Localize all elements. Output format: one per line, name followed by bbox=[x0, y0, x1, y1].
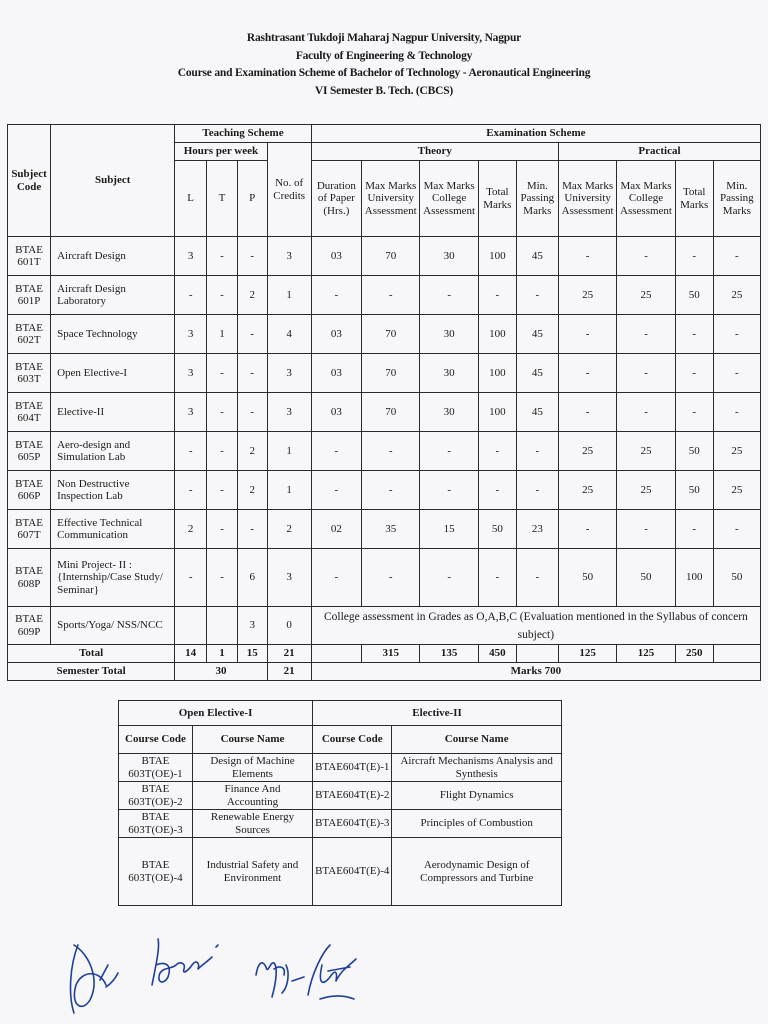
oe-course-code: BTAE 603T(OE)-3 bbox=[119, 810, 193, 838]
subject-name: Space Technology bbox=[51, 315, 175, 354]
cell-max-university: 70 bbox=[362, 237, 420, 276]
oe-course-code: BTAE 603T(OE)-4 bbox=[119, 838, 193, 906]
cell-L: 3 bbox=[175, 354, 207, 393]
cell-L: 2 bbox=[175, 510, 207, 549]
cell-credits: 3 bbox=[267, 549, 311, 607]
total-max-university: 315 bbox=[362, 645, 420, 663]
cell-duration: - bbox=[311, 432, 361, 471]
subject-name: Aero-design and Simulation Lab bbox=[51, 432, 175, 471]
header-subject-code: Subject Code bbox=[8, 125, 51, 237]
header-credits: No. of Credits bbox=[267, 143, 311, 237]
cell-T: - bbox=[207, 393, 238, 432]
cell-duration: - bbox=[311, 549, 361, 607]
semester-total-marks: Marks 700 bbox=[311, 663, 760, 681]
elective-row bbox=[119, 754, 562, 782]
cell-L: 3 bbox=[175, 237, 207, 276]
cell-total-marks: 50 bbox=[478, 510, 516, 549]
cell-credits: 2 bbox=[267, 510, 311, 549]
cell-P: - bbox=[237, 315, 267, 354]
cell-L: 3 bbox=[175, 393, 207, 432]
course-scheme-table bbox=[7, 124, 761, 681]
subject-name: Effective Technical Communication bbox=[51, 510, 175, 549]
cell-total-marks: 100 bbox=[478, 237, 516, 276]
university-name: Rashtrasant Tukdoji Maharaj Nagpur University, Nagpur bbox=[246, 32, 522, 44]
cell-T: - bbox=[207, 510, 238, 549]
header-min-passing: Min. Passing Marks bbox=[516, 161, 558, 237]
cell-practical-total: - bbox=[675, 237, 713, 276]
cell-credits: 0 bbox=[267, 607, 311, 645]
signature-1 bbox=[71, 945, 118, 1013]
cell-duration: 03 bbox=[311, 393, 361, 432]
cell-total-marks: 100 bbox=[478, 354, 516, 393]
e-course-code: BTAE604T(E)-4 bbox=[313, 838, 392, 906]
cell-T: - bbox=[207, 549, 238, 607]
cell-practical-max-college: 25 bbox=[617, 432, 675, 471]
cell-duration: - bbox=[311, 471, 361, 510]
grades-note: College assessment in Grades as O,A,B,C (Evaluation mentioned in the Syllabus of concern subject) bbox=[311, 607, 760, 645]
cell-practical-total: - bbox=[675, 315, 713, 354]
cell-total-marks: 100 bbox=[478, 315, 516, 354]
cell-practical-max-university: - bbox=[558, 393, 616, 432]
cell-practical-max-university: 25 bbox=[558, 432, 616, 471]
cell-T bbox=[207, 607, 238, 645]
cell-max-university: 35 bbox=[362, 510, 420, 549]
e-course-name-header: Course Name bbox=[392, 726, 562, 754]
faculty-name: Faculty of Engineering & Technology bbox=[295, 49, 473, 62]
cell-credits: 1 bbox=[267, 276, 311, 315]
signature-3 bbox=[256, 963, 304, 997]
total-label: Total bbox=[8, 645, 175, 663]
cell-practical-total: - bbox=[675, 393, 713, 432]
cell-max-university: - bbox=[362, 432, 420, 471]
total-L: 14 bbox=[175, 645, 207, 663]
cell-practical-min-passing: 25 bbox=[713, 276, 760, 315]
cell-practical-max-university: 50 bbox=[558, 549, 616, 607]
cell-min-passing: 23 bbox=[516, 510, 558, 549]
header-duration: Duration of Paper (Hrs.) bbox=[311, 161, 361, 237]
cell-L: - bbox=[175, 549, 207, 607]
cell-practical-max-university: 25 bbox=[558, 471, 616, 510]
cell-practical-min-passing: - bbox=[713, 315, 760, 354]
cell-duration: 03 bbox=[311, 237, 361, 276]
cell-min-passing: 45 bbox=[516, 354, 558, 393]
cell-P: 6 bbox=[237, 549, 267, 607]
elective-row bbox=[119, 810, 562, 838]
cell-max-college: - bbox=[420, 432, 478, 471]
cell-T: - bbox=[207, 276, 238, 315]
cell-duration: 03 bbox=[311, 354, 361, 393]
cell-T: 1 bbox=[207, 315, 238, 354]
cell-practical-max-college: 25 bbox=[617, 276, 675, 315]
scheme-title: Course and Examination Scheme of Bachelor of Technology - Aeronautical Engineering bbox=[177, 67, 591, 79]
subject-name: Non Destructive Inspection Lab bbox=[51, 471, 175, 510]
cell-max-college: - bbox=[420, 549, 478, 607]
cell-min-passing: - bbox=[516, 549, 558, 607]
cell-max-university: 70 bbox=[362, 315, 420, 354]
cell-practical-total: 50 bbox=[675, 432, 713, 471]
cell-L: - bbox=[175, 432, 207, 471]
cell-P: - bbox=[237, 510, 267, 549]
cell-practical-max-university: - bbox=[558, 315, 616, 354]
subject-name: Sports/Yoga/ NSS/NCC bbox=[51, 607, 175, 645]
document-header bbox=[0, 30, 768, 100]
total-min-passing bbox=[516, 645, 558, 663]
oe-course-name: Industrial Safety and Environment bbox=[192, 838, 312, 906]
header-exam-scheme: Examination Scheme bbox=[311, 125, 760, 143]
cell-min-passing: - bbox=[516, 471, 558, 510]
total-total-marks: 450 bbox=[478, 645, 516, 663]
cell-P: 2 bbox=[237, 276, 267, 315]
subject-name: Aircraft Design Laboratory bbox=[51, 276, 175, 315]
cell-credits: 1 bbox=[267, 471, 311, 510]
semester-total-hours: 30 bbox=[175, 663, 267, 681]
cell-P: - bbox=[237, 354, 267, 393]
cell-total-marks: - bbox=[478, 549, 516, 607]
cell-practical-max-college: - bbox=[617, 315, 675, 354]
cell-credits: 4 bbox=[267, 315, 311, 354]
table-row bbox=[8, 276, 761, 315]
e-course-name: Aircraft Mechanisms Analysis and Synthesis bbox=[392, 754, 562, 782]
cell-practical-max-university: - bbox=[558, 354, 616, 393]
cell-duration: - bbox=[311, 276, 361, 315]
signature-4 bbox=[308, 945, 356, 999]
table-row bbox=[8, 354, 761, 393]
elective-row bbox=[119, 782, 562, 810]
cell-L: - bbox=[175, 276, 207, 315]
table-row bbox=[8, 471, 761, 510]
header-subject: Subject bbox=[51, 125, 175, 237]
cell-duration: 02 bbox=[311, 510, 361, 549]
cell-P: 3 bbox=[237, 607, 267, 645]
semester-total-label: Semester Total bbox=[8, 663, 175, 681]
e-course-code-header: Course Code bbox=[313, 726, 392, 754]
table-row bbox=[8, 237, 761, 276]
cell-max-university: - bbox=[362, 471, 420, 510]
cell-practical-total: 50 bbox=[675, 471, 713, 510]
cell-practical-min-passing: - bbox=[713, 510, 760, 549]
cell-max-college: 15 bbox=[420, 510, 478, 549]
cell-max-university: - bbox=[362, 276, 420, 315]
total-practical-min-passing bbox=[713, 645, 760, 663]
total-practical-total: 250 bbox=[675, 645, 713, 663]
cell-max-college: - bbox=[420, 471, 478, 510]
header-teaching-scheme: Teaching Scheme bbox=[175, 125, 311, 143]
cell-practical-min-passing: - bbox=[713, 354, 760, 393]
table-row bbox=[8, 549, 761, 607]
header-max-college: Max Marks College Assessment bbox=[420, 161, 478, 237]
elective-ii-header: Elective-II bbox=[313, 701, 562, 726]
cell-credits: 1 bbox=[267, 432, 311, 471]
cell-L: - bbox=[175, 471, 207, 510]
cell-credits: 3 bbox=[267, 393, 311, 432]
oe-course-name: Finance And Accounting bbox=[192, 782, 312, 810]
cell-practical-min-passing: 25 bbox=[713, 432, 760, 471]
total-practical-max-university: 125 bbox=[558, 645, 616, 663]
cell-T: - bbox=[207, 432, 238, 471]
cell-total-marks: 100 bbox=[478, 393, 516, 432]
oe-course-name-header: Course Name bbox=[192, 726, 312, 754]
total-P: 15 bbox=[237, 645, 267, 663]
cell-practical-total: 100 bbox=[675, 549, 713, 607]
cell-practical-max-college: 50 bbox=[617, 549, 675, 607]
cell-practical-max-university: - bbox=[558, 237, 616, 276]
e-course-name: Flight Dynamics bbox=[392, 782, 562, 810]
cell-min-passing: 45 bbox=[516, 315, 558, 354]
cell-P: - bbox=[237, 237, 267, 276]
cell-max-university: 70 bbox=[362, 354, 420, 393]
signatures bbox=[60, 925, 380, 1020]
cell-P: 2 bbox=[237, 432, 267, 471]
total-duration bbox=[311, 645, 361, 663]
subject-name: Mini Project- II : {Internship/Case Study/ Seminar} bbox=[51, 549, 175, 607]
header-L: L bbox=[175, 161, 207, 237]
subject-code: BTAE 603T bbox=[8, 354, 51, 393]
cell-min-passing: - bbox=[516, 432, 558, 471]
cell-max-college: 30 bbox=[420, 315, 478, 354]
e-course-name: Principles of Combustion bbox=[392, 810, 562, 838]
subject-name: Aircraft Design bbox=[51, 237, 175, 276]
cell-duration: 03 bbox=[311, 315, 361, 354]
cell-L bbox=[175, 607, 207, 645]
cell-max-college: 30 bbox=[420, 393, 478, 432]
subject-code: BTAE 604T bbox=[8, 393, 51, 432]
table-row bbox=[8, 393, 761, 432]
e-course-code: BTAE604T(E)-1 bbox=[313, 754, 392, 782]
cell-max-college: 30 bbox=[420, 237, 478, 276]
cell-P: - bbox=[237, 393, 267, 432]
cell-total-marks: - bbox=[478, 432, 516, 471]
cell-max-college: 30 bbox=[420, 354, 478, 393]
header-T: T bbox=[207, 161, 238, 237]
cell-practical-max-college: - bbox=[617, 510, 675, 549]
cell-min-passing: - bbox=[516, 276, 558, 315]
cell-practical-min-passing: - bbox=[713, 237, 760, 276]
cell-practical-total: - bbox=[675, 354, 713, 393]
subject-name: Open Elective-I bbox=[51, 354, 175, 393]
cell-practical-max-university: 25 bbox=[558, 276, 616, 315]
cell-min-passing: 45 bbox=[516, 393, 558, 432]
cell-T: - bbox=[207, 237, 238, 276]
signature-2 bbox=[152, 939, 218, 985]
oe-course-name: Renewable Energy Sources bbox=[192, 810, 312, 838]
header-practical-max-university: Max Marks University Assessment bbox=[558, 161, 616, 237]
cell-T: - bbox=[207, 471, 238, 510]
table-row bbox=[8, 432, 761, 471]
subject-code: BTAE 601T bbox=[8, 237, 51, 276]
cell-practical-min-passing: - bbox=[713, 393, 760, 432]
table-row-total bbox=[8, 645, 761, 663]
oe-course-code: BTAE 603T(OE)-2 bbox=[119, 782, 193, 810]
header-practical-min-passing: Min. Passing Marks bbox=[713, 161, 760, 237]
cell-credits: 3 bbox=[267, 237, 311, 276]
subject-code: BTAE 602T bbox=[8, 315, 51, 354]
cell-L: 3 bbox=[175, 315, 207, 354]
table-row bbox=[8, 510, 761, 549]
open-elective-header: Open Elective-I bbox=[119, 701, 313, 726]
cell-practical-max-university: - bbox=[558, 510, 616, 549]
cell-P: 2 bbox=[237, 471, 267, 510]
subject-code: BTAE 607T bbox=[8, 510, 51, 549]
e-course-code: BTAE604T(E)-3 bbox=[313, 810, 392, 838]
cell-max-university: - bbox=[362, 549, 420, 607]
cell-max-university: 70 bbox=[362, 393, 420, 432]
total-max-college: 135 bbox=[420, 645, 478, 663]
header-practical-total: Total Marks bbox=[675, 161, 713, 237]
oe-course-code-header: Course Code bbox=[119, 726, 193, 754]
elective-row bbox=[119, 838, 562, 906]
total-practical-max-college: 125 bbox=[617, 645, 675, 663]
table-row-semester-total bbox=[8, 663, 761, 681]
semester-total-credits: 21 bbox=[267, 663, 311, 681]
subject-code: BTAE 605P bbox=[8, 432, 51, 471]
header-max-university: Max Marks University Assessment bbox=[362, 161, 420, 237]
cell-max-college: - bbox=[420, 276, 478, 315]
subject-code: BTAE 609P bbox=[8, 607, 51, 645]
header-P: P bbox=[237, 161, 267, 237]
elective-table bbox=[118, 700, 562, 906]
oe-course-name: Design of Machine Elements bbox=[192, 754, 312, 782]
e-course-code: BTAE604T(E)-2 bbox=[313, 782, 392, 810]
cell-credits: 3 bbox=[267, 354, 311, 393]
e-course-name: Aerodynamic Design of Compressors and Turbine bbox=[392, 838, 562, 906]
cell-practical-total: 50 bbox=[675, 276, 713, 315]
subject-name: Elective-II bbox=[51, 393, 175, 432]
oe-course-code: BTAE 603T(OE)-1 bbox=[119, 754, 193, 782]
cell-practical-max-college: 25 bbox=[617, 471, 675, 510]
cell-total-marks: - bbox=[478, 276, 516, 315]
cell-practical-max-college: - bbox=[617, 237, 675, 276]
cell-T: - bbox=[207, 354, 238, 393]
cell-practical-max-college: - bbox=[617, 354, 675, 393]
table-row-sports bbox=[8, 607, 761, 645]
cell-practical-min-passing: 50 bbox=[713, 549, 760, 607]
header-total-marks: Total Marks bbox=[478, 161, 516, 237]
subject-code: BTAE 608P bbox=[8, 549, 51, 607]
total-T: 1 bbox=[207, 645, 238, 663]
header-practical: Practical bbox=[558, 143, 760, 161]
cell-practical-max-college: - bbox=[617, 393, 675, 432]
cell-practical-min-passing: 25 bbox=[713, 471, 760, 510]
cell-practical-total: - bbox=[675, 510, 713, 549]
subject-code: BTAE 601P bbox=[8, 276, 51, 315]
total-credits: 21 bbox=[267, 645, 311, 663]
subject-code: BTAE 606P bbox=[8, 471, 51, 510]
table-row bbox=[8, 315, 761, 354]
header-practical-max-college: Max Marks College Assessment bbox=[617, 161, 675, 237]
header-theory: Theory bbox=[311, 143, 558, 161]
cell-total-marks: - bbox=[478, 471, 516, 510]
cell-min-passing: 45 bbox=[516, 237, 558, 276]
semester-title: VI Semester B. Tech. (CBCS) bbox=[314, 84, 454, 97]
header-hours-per-week: Hours per week bbox=[175, 143, 267, 161]
